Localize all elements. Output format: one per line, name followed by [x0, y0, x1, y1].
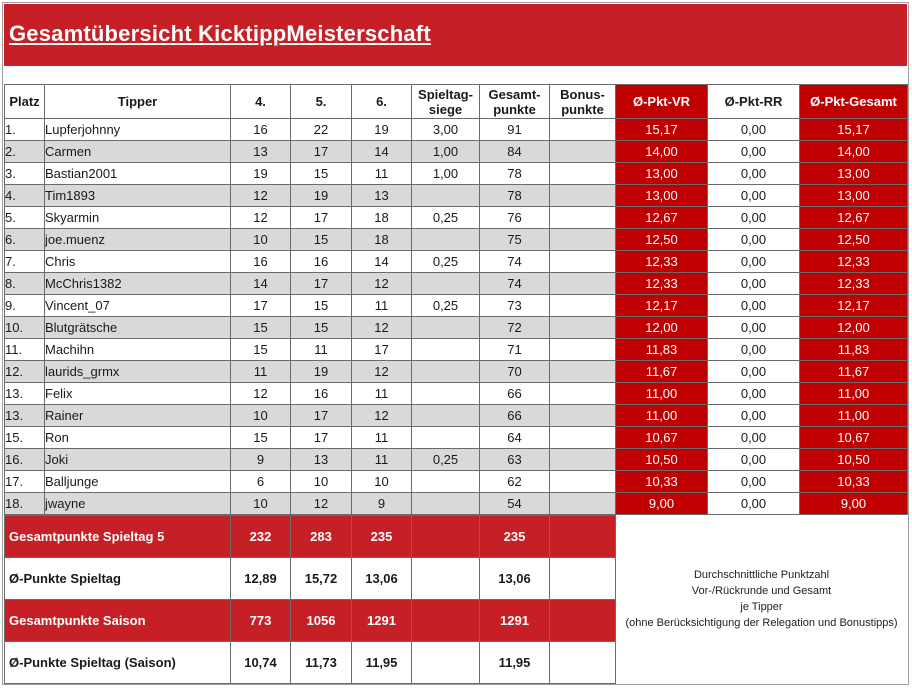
tipper-cell: Carmen [45, 141, 231, 163]
matchday-4-cell: 12 [231, 383, 291, 405]
gesamtpunkte-cell: 84 [480, 141, 550, 163]
summary-gesamtpunkte: 235 [480, 516, 550, 558]
summary-spieltagsiege [412, 516, 480, 558]
summary-table [4, 515, 616, 684]
platz-cell: 13. [5, 405, 45, 427]
table-row [5, 251, 908, 273]
avg-rr-cell: 0,00 [708, 185, 800, 207]
matchday-5-cell: 16 [291, 383, 352, 405]
platz-cell: 1. [5, 119, 45, 141]
standings-body [5, 119, 908, 515]
tipper-cell: Felix [45, 383, 231, 405]
header-bonuspunkte: Bonus-punkte [550, 85, 616, 119]
matchday-4-cell: 10 [231, 493, 291, 515]
matchday-5-cell: 15 [291, 163, 352, 185]
matchday-4-cell: 16 [231, 119, 291, 141]
platz-cell: 7. [5, 251, 45, 273]
matchday-5-cell: 13 [291, 449, 352, 471]
bonuspunkte-cell [550, 251, 616, 273]
avg-total-cell: 12,33 [800, 251, 908, 273]
avg-total-cell: 12,50 [800, 229, 908, 251]
table-row [5, 295, 908, 317]
header-spieltagsiege: Spieltag-siege [412, 85, 480, 119]
matchday-4-cell: 16 [231, 251, 291, 273]
avg-total-cell: 12,67 [800, 207, 908, 229]
table-row [5, 493, 908, 515]
tipper-cell: Vincent_07 [45, 295, 231, 317]
table-row [5, 273, 908, 295]
avg-vr-cell: 12,50 [616, 229, 708, 251]
platz-cell: 16. [5, 449, 45, 471]
gesamtpunkte-cell: 70 [480, 361, 550, 383]
tipper-cell: McChris1382 [45, 273, 231, 295]
gesamtpunkte-cell: 54 [480, 493, 550, 515]
gesamtpunkte-cell: 78 [480, 163, 550, 185]
platz-cell: 9. [5, 295, 45, 317]
summary-label: Ø-Punkte Spieltag (Saison) [5, 642, 231, 684]
matchday-5-cell: 15 [291, 317, 352, 339]
summary-label: Ø-Punkte Spieltag [5, 558, 231, 600]
matchday-6-cell: 12 [352, 317, 412, 339]
avg-rr-cell: 0,00 [708, 361, 800, 383]
spieltagsiege-cell [412, 361, 480, 383]
avg-total-cell: 11,00 [800, 383, 908, 405]
avg-vr-cell: 11,00 [616, 405, 708, 427]
average-note [616, 515, 907, 683]
gesamtpunkte-cell: 66 [480, 405, 550, 427]
page-title: Gesamtübersicht KicktippMeisterschaft [9, 21, 431, 46]
matchday-6-cell: 17 [352, 339, 412, 361]
spieltagsiege-cell: 0,25 [412, 295, 480, 317]
note-line-2: Vor-/Rückrunde und Gesamt [691, 585, 832, 597]
avg-total-cell: 11,67 [800, 361, 908, 383]
matchday-6-cell: 10 [352, 471, 412, 493]
summary-bonuspunkte [550, 558, 616, 600]
avg-rr-cell: 0,00 [708, 449, 800, 471]
spieltagsiege-cell [412, 317, 480, 339]
bonuspunkte-cell [550, 207, 616, 229]
bonuspunkte-cell [550, 273, 616, 295]
summary-matchday-6: 11,95 [352, 642, 412, 684]
summary-gesamtpunkte: 11,95 [480, 642, 550, 684]
bonuspunkte-cell [550, 361, 616, 383]
header-matchday-6: 6. [352, 85, 412, 119]
tipper-cell: Chris [45, 251, 231, 273]
bonuspunkte-cell [550, 295, 616, 317]
avg-vr-cell: 13,00 [616, 163, 708, 185]
bonuspunkte-cell [550, 339, 616, 361]
header-tipper: Tipper [45, 85, 231, 119]
platz-cell: 15. [5, 427, 45, 449]
header-platz: Platz [5, 85, 45, 119]
tipper-cell: Joki [45, 449, 231, 471]
note-line-4: (ohne Berücksichtigung der Relegation und Bonustipps) [625, 617, 898, 629]
avg-rr-cell: 0,00 [708, 427, 800, 449]
spieltagsiege-cell [412, 339, 480, 361]
matchday-4-cell: 10 [231, 229, 291, 251]
matchday-6-cell: 12 [352, 405, 412, 427]
avg-rr-cell: 0,00 [708, 339, 800, 361]
matchday-5-cell: 12 [291, 493, 352, 515]
tipper-cell: Tim1893 [45, 185, 231, 207]
gesamtpunkte-cell: 74 [480, 273, 550, 295]
summary-body [5, 516, 616, 684]
avg-total-cell: 10,67 [800, 427, 908, 449]
tipper-cell: joe.muenz [45, 229, 231, 251]
table-row [5, 317, 908, 339]
tipper-cell: Balljunge [45, 471, 231, 493]
header-avg-total: Ø-Pkt-Gesamt [800, 85, 908, 119]
header-avg-rr: Ø-Pkt-RR [708, 85, 800, 119]
spieltagsiege-cell [412, 471, 480, 493]
summary-matchday-5: 15,72 [291, 558, 352, 600]
matchday-5-cell: 22 [291, 119, 352, 141]
spieltagsiege-cell [412, 383, 480, 405]
matchday-4-cell: 15 [231, 427, 291, 449]
matchday-4-cell: 10 [231, 405, 291, 427]
summary-matchday-4: 773 [231, 600, 291, 642]
gesamtpunkte-cell: 76 [480, 207, 550, 229]
avg-total-cell: 10,50 [800, 449, 908, 471]
header-matchday-4: 4. [231, 85, 291, 119]
gesamtpunkte-cell: 72 [480, 317, 550, 339]
matchday-6-cell: 11 [352, 383, 412, 405]
avg-rr-cell: 0,00 [708, 119, 800, 141]
avg-vr-cell: 13,00 [616, 185, 708, 207]
avg-rr-cell: 0,00 [708, 383, 800, 405]
summary-bonuspunkte [550, 516, 616, 558]
note-line-3: je Tipper [740, 601, 783, 613]
standings-table [4, 84, 908, 515]
matchday-5-cell: 15 [291, 229, 352, 251]
matchday-6-cell: 18 [352, 229, 412, 251]
avg-vr-cell: 11,83 [616, 339, 708, 361]
table-row [5, 339, 908, 361]
tipper-cell: Lupferjohnny [45, 119, 231, 141]
table-row [5, 141, 908, 163]
matchday-6-cell: 11 [352, 449, 412, 471]
spieltagsiege-cell [412, 185, 480, 207]
summary-gesamtpunkte: 13,06 [480, 558, 550, 600]
summary-row [5, 600, 616, 642]
avg-rr-cell: 0,00 [708, 405, 800, 427]
matchday-5-cell: 17 [291, 207, 352, 229]
table-row [5, 383, 908, 405]
table-row [5, 185, 908, 207]
avg-total-cell: 13,00 [800, 185, 908, 207]
avg-rr-cell: 0,00 [708, 163, 800, 185]
platz-cell: 13. [5, 383, 45, 405]
matchday-5-cell: 19 [291, 185, 352, 207]
matchday-6-cell: 18 [352, 207, 412, 229]
matchday-4-cell: 15 [231, 317, 291, 339]
matchday-6-cell: 11 [352, 295, 412, 317]
summary-matchday-4: 232 [231, 516, 291, 558]
matchday-6-cell: 9 [352, 493, 412, 515]
gesamtpunkte-cell: 73 [480, 295, 550, 317]
summary-gesamtpunkte: 1291 [480, 600, 550, 642]
platz-cell: 3. [5, 163, 45, 185]
gesamtpunkte-cell: 91 [480, 119, 550, 141]
bonuspunkte-cell [550, 449, 616, 471]
summary-bonuspunkte [550, 642, 616, 684]
matchday-6-cell: 14 [352, 251, 412, 273]
summary-matchday-6: 235 [352, 516, 412, 558]
spieltagsiege-cell [412, 493, 480, 515]
matchday-5-cell: 11 [291, 339, 352, 361]
tipper-cell: Rainer [45, 405, 231, 427]
table-row [5, 427, 908, 449]
avg-vr-cell: 12,17 [616, 295, 708, 317]
avg-total-cell: 9,00 [800, 493, 908, 515]
gesamtpunkte-cell: 63 [480, 449, 550, 471]
avg-rr-cell: 0,00 [708, 229, 800, 251]
avg-total-cell: 13,00 [800, 163, 908, 185]
avg-total-cell: 14,00 [800, 141, 908, 163]
avg-total-cell: 12,17 [800, 295, 908, 317]
matchday-5-cell: 15 [291, 295, 352, 317]
summary-matchday-6: 13,06 [352, 558, 412, 600]
table-row [5, 449, 908, 471]
avg-rr-cell: 0,00 [708, 295, 800, 317]
avg-vr-cell: 9,00 [616, 493, 708, 515]
matchday-4-cell: 12 [231, 207, 291, 229]
matchday-4-cell: 17 [231, 295, 291, 317]
tipper-cell: laurids_grmx [45, 361, 231, 383]
matchday-6-cell: 19 [352, 119, 412, 141]
summary-spieltagsiege [412, 642, 480, 684]
gesamtpunkte-cell: 64 [480, 427, 550, 449]
platz-cell: 17. [5, 471, 45, 493]
header-avg-vr: Ø-Pkt-VR [616, 85, 708, 119]
avg-rr-cell: 0,00 [708, 141, 800, 163]
matchday-5-cell: 10 [291, 471, 352, 493]
tipper-cell: Bastian2001 [45, 163, 231, 185]
avg-vr-cell: 11,00 [616, 383, 708, 405]
summary-matchday-6: 1291 [352, 600, 412, 642]
avg-vr-cell: 10,33 [616, 471, 708, 493]
bonuspunkte-cell [550, 493, 616, 515]
summary-matchday-4: 10,74 [231, 642, 291, 684]
avg-total-cell: 12,33 [800, 273, 908, 295]
summary-matchday-5: 1056 [291, 600, 352, 642]
bonuspunkte-cell [550, 163, 616, 185]
tipper-cell: Machihn [45, 339, 231, 361]
avg-vr-cell: 12,33 [616, 251, 708, 273]
spieltagsiege-cell [412, 229, 480, 251]
avg-rr-cell: 0,00 [708, 471, 800, 493]
platz-cell: 4. [5, 185, 45, 207]
matchday-4-cell: 14 [231, 273, 291, 295]
avg-vr-cell: 12,00 [616, 317, 708, 339]
spieltagsiege-cell [412, 427, 480, 449]
gesamtpunkte-cell: 71 [480, 339, 550, 361]
avg-total-cell: 11,83 [800, 339, 908, 361]
platz-cell: 12. [5, 361, 45, 383]
tipper-cell: Skyarmin [45, 207, 231, 229]
table-row [5, 361, 908, 383]
avg-vr-cell: 10,50 [616, 449, 708, 471]
platz-cell: 2. [5, 141, 45, 163]
header-row [5, 85, 908, 119]
summary-row [5, 642, 616, 684]
matchday-5-cell: 17 [291, 427, 352, 449]
table-row [5, 119, 908, 141]
header-gesamtpunkte: Gesamt-punkte [480, 85, 550, 119]
avg-rr-cell: 0,00 [708, 317, 800, 339]
summary-row [5, 558, 616, 600]
bonuspunkte-cell [550, 427, 616, 449]
bonuspunkte-cell [550, 471, 616, 493]
platz-cell: 10. [5, 317, 45, 339]
matchday-6-cell: 11 [352, 427, 412, 449]
summary-spieltagsiege [412, 600, 480, 642]
avg-rr-cell: 0,00 [708, 207, 800, 229]
summary-matchday-4: 12,89 [231, 558, 291, 600]
avg-rr-cell: 0,00 [708, 251, 800, 273]
matchday-4-cell: 15 [231, 339, 291, 361]
matchday-6-cell: 12 [352, 273, 412, 295]
spieltagsiege-cell: 0,25 [412, 251, 480, 273]
gesamtpunkte-cell: 78 [480, 185, 550, 207]
matchday-4-cell: 9 [231, 449, 291, 471]
gesamtpunkte-cell: 74 [480, 251, 550, 273]
matchday-5-cell: 19 [291, 361, 352, 383]
avg-total-cell: 11,00 [800, 405, 908, 427]
matchday-6-cell: 14 [352, 141, 412, 163]
matchday-4-cell: 11 [231, 361, 291, 383]
matchday-6-cell: 11 [352, 163, 412, 185]
bonuspunkte-cell [550, 141, 616, 163]
table-row [5, 405, 908, 427]
table-row [5, 163, 908, 185]
table-row [5, 229, 908, 251]
avg-vr-cell: 11,67 [616, 361, 708, 383]
avg-rr-cell: 0,00 [708, 493, 800, 515]
spieltagsiege-cell: 0,25 [412, 207, 480, 229]
matchday-6-cell: 13 [352, 185, 412, 207]
gesamtpunkte-cell: 66 [480, 383, 550, 405]
tipper-cell: Blutgrätsche [45, 317, 231, 339]
platz-cell: 5. [5, 207, 45, 229]
bonuspunkte-cell [550, 405, 616, 427]
table-row [5, 471, 908, 493]
platz-cell: 6. [5, 229, 45, 251]
gesamtpunkte-cell: 62 [480, 471, 550, 493]
avg-vr-cell: 15,17 [616, 119, 708, 141]
note-line-1: Durchschnittliche Punktzahl [693, 569, 830, 581]
matchday-4-cell: 6 [231, 471, 291, 493]
summary-label: Gesamtpunkte Spieltag 5 [5, 516, 231, 558]
avg-vr-cell: 10,67 [616, 427, 708, 449]
summary-matchday-5: 11,73 [291, 642, 352, 684]
gesamtpunkte-cell: 75 [480, 229, 550, 251]
spieltagsiege-cell: 1,00 [412, 141, 480, 163]
summary-matchday-5: 283 [291, 516, 352, 558]
spieltagsiege-cell: 0,25 [412, 449, 480, 471]
avg-vr-cell: 14,00 [616, 141, 708, 163]
title-bar [4, 4, 907, 66]
table-row [5, 207, 908, 229]
matchday-5-cell: 17 [291, 273, 352, 295]
spieltagsiege-cell: 3,00 [412, 119, 480, 141]
matchday-5-cell: 17 [291, 405, 352, 427]
tipper-cell: jwayne [45, 493, 231, 515]
platz-cell: 18. [5, 493, 45, 515]
avg-vr-cell: 12,33 [616, 273, 708, 295]
matchday-4-cell: 19 [231, 163, 291, 185]
summary-row [5, 516, 616, 558]
avg-rr-cell: 0,00 [708, 273, 800, 295]
bonuspunkte-cell [550, 185, 616, 207]
matchday-6-cell: 12 [352, 361, 412, 383]
avg-vr-cell: 12,67 [616, 207, 708, 229]
bonuspunkte-cell [550, 229, 616, 251]
bonuspunkte-cell [550, 383, 616, 405]
matchday-5-cell: 16 [291, 251, 352, 273]
header-matchday-5: 5. [291, 85, 352, 119]
platz-cell: 8. [5, 273, 45, 295]
summary-label: Gesamtpunkte Saison [5, 600, 231, 642]
spieltagsiege-cell [412, 273, 480, 295]
matchday-4-cell: 12 [231, 185, 291, 207]
avg-total-cell: 10,33 [800, 471, 908, 493]
summary-spieltagsiege [412, 558, 480, 600]
avg-total-cell: 12,00 [800, 317, 908, 339]
bonuspunkte-cell [550, 119, 616, 141]
matchday-5-cell: 17 [291, 141, 352, 163]
summary-bonuspunkte [550, 600, 616, 642]
spieltagsiege-cell [412, 405, 480, 427]
bonuspunkte-cell [550, 317, 616, 339]
avg-total-cell: 15,17 [800, 119, 908, 141]
platz-cell: 11. [5, 339, 45, 361]
tipper-cell: Ron [45, 427, 231, 449]
matchday-4-cell: 13 [231, 141, 291, 163]
spieltagsiege-cell: 1,00 [412, 163, 480, 185]
